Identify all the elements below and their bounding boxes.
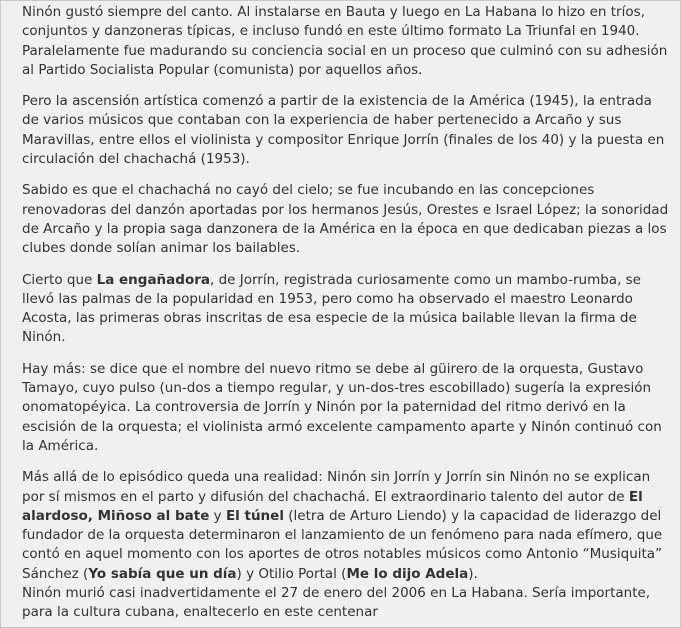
- song-title-el-tunel: El túnel: [225, 507, 284, 524]
- paragraph-realidad-text-1: Más allá de lo episódico queda una realidad: Ninón sin Jorrín y Jorrín sin Ninón no se explican por sí mismos en el parto y difusión del chachachá. El extraordinario talento del autor de: [22, 469, 651, 505]
- paragraph-enganadora: [22, 271, 670, 348]
- paragraph-ascension: [22, 92, 670, 169]
- paragraph-realidad-text-5: ).: [468, 565, 478, 582]
- paragraph-realidad-text-4: ) y Otilio Portal (: [236, 565, 347, 582]
- article-body: [22, 3, 670, 623]
- paragraph-realidad: [22, 468, 670, 584]
- paragraph-ascension-text: Pero la ascensión artística comenzó a partir de la existencia de la América (1945), la entrada de varios músicos que contaban con la experiencia de haber pertenecido a Arcaño y sus Maravillas, entre ellos el violinista y compositor Enrique Jorrín (finales de los 40) y la puesta en circulación del chachachá (1953).: [22, 93, 665, 168]
- song-title-el-alardoso-minoso: El alardoso, Miñoso al bate: [22, 488, 643, 524]
- paragraph-origen-chachacha: [22, 181, 670, 258]
- paragraph-guirero: [22, 360, 670, 456]
- song-title-me-lo-dijo-adela: Me lo dijo Adela: [346, 565, 469, 582]
- paragraph-enganadora-text-1: Cierto que: [22, 271, 97, 288]
- paragraph-origen-text: Sabido es que el chachachá no cayó del cielo; se fue incubando en las concepciones renovadoras del danzón aportadas por los hermanos Jesús, Orestes e Israel López; la sonoridad de Arcaño y la propia saga danzonera de la América en la época en que dedicaban piezas a los clubes donde solían animar los bailables.: [22, 182, 669, 257]
- paragraph-realidad-text-2: y: [209, 507, 226, 524]
- paragraph-muerte-text: Ninón murió casi inadvertidamente el 27 de enero del 2006 en La Habana. Sería importante, para la cultura cubana, enaltecerlo en este centenar: [22, 585, 651, 621]
- song-title-la-enganadora: La engañadora: [96, 271, 210, 288]
- paragraph-guirero-text: Hay más: se dice que el nombre del nuevo ritmo se debe al güirero de la orquesta, Gustavo Tamayo, cuyo pulso (un-dos a tiempo regular, y un-dos-tres escobillado) sugería la expresión onomatopéyica. La controversia de Jorrín y Ninón por la paternidad del ritmo derivó en la escisión de la orquesta; el violinista armó excelente campamento aparte y Ninón continuó con la América.: [22, 360, 662, 454]
- paragraph-canto-text: Ninón gustó siempre del canto. Al instalarse en Bauta y luego en La Habana lo hizo en tríos, conjuntos y danzoneras típicas, e incluso fundó en este último formato La Triunfal en 1940. Paralelamente fue madurando su conciencia social en un proceso que culminó con su adhesión al Partido Socialista Popular (comunista) por aquellos años.: [22, 4, 668, 78]
- song-title-yo-sabia: Yo sabía que un día: [88, 565, 237, 582]
- paragraph-canto: [22, 3, 670, 80]
- paragraph-enganadora-text-2: , de Jorrín, registrada curiosamente como un mambo-rumba, se llevó las palmas de la popularidad en 1953, pero como ha observado el maestro Leonardo Acosta, las primeras obras inscritas de esa especie de la música bailable llevan la firma de Ninón.: [22, 271, 641, 346]
- paragraph-muerte: [22, 584, 670, 623]
- paragraph-realidad-text-3: (letra de Arturo Liendo) y la capacidad de liderazgo del fundador de la orquesta determinaron el lanzamiento de un fenómeno para nada efímero, que contó en aquel momento con los aportes de otros notables músicos como Antonio “Musiquita” Sánchez (: [22, 507, 663, 582]
